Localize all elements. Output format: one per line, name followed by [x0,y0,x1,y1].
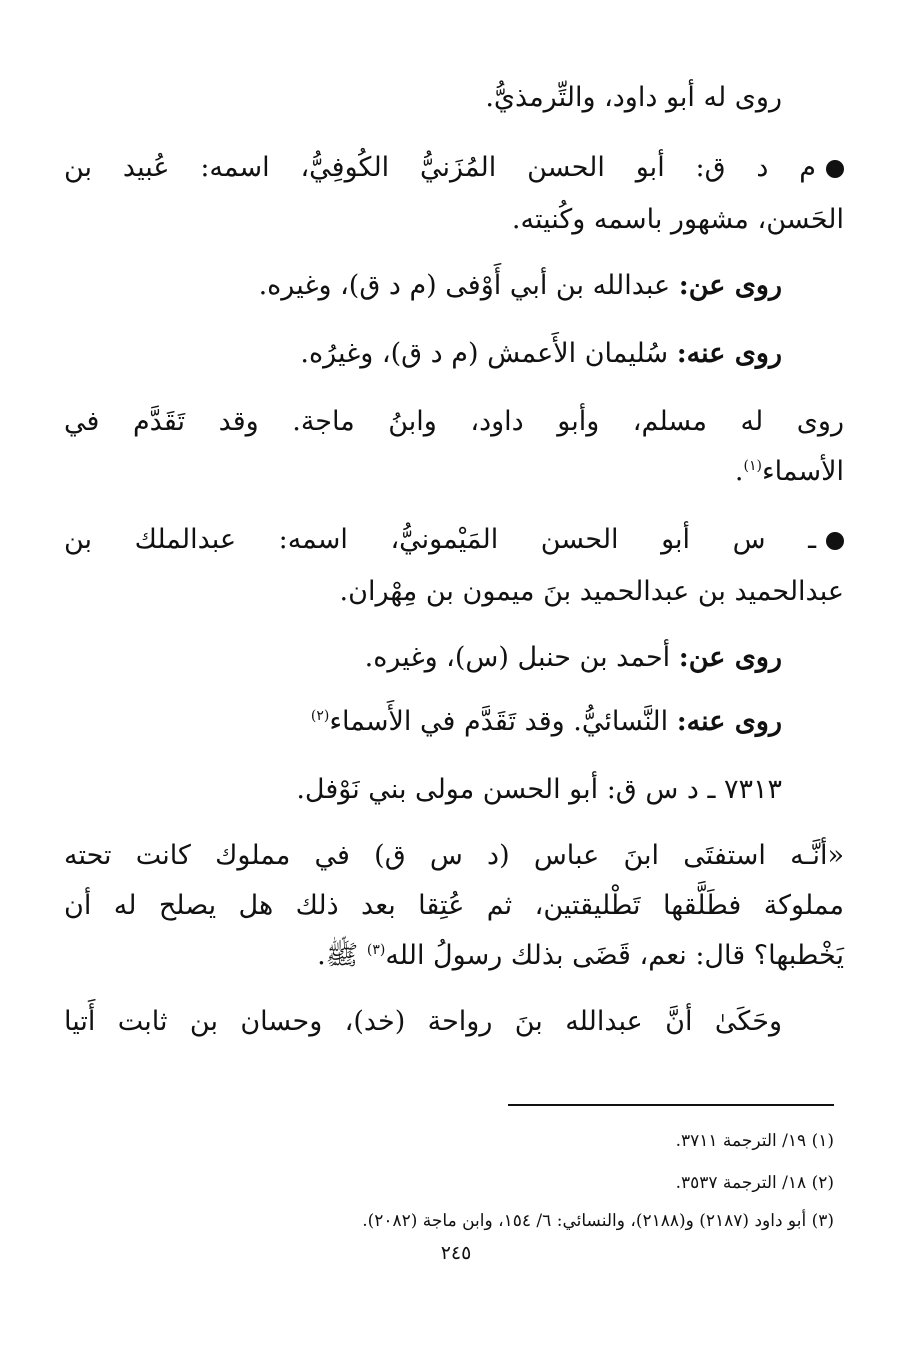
bullet-icon [826,160,844,178]
footnote-marker: (٢) [310,708,330,724]
footnote-text: (٢) ١٨/ الترجمة ٣٥٣٧. [675,1173,834,1193]
footnote [80,1170,834,1196]
text-line [64,78,782,118]
text-line [64,200,844,240]
paragraph-text: سُليمان الأَعمش (م د ق)، وغيرُه. [300,338,669,369]
footnote [80,1208,834,1234]
narrated-from-line [64,638,782,678]
paragraph-text: وحَكَىٰ أنَّ عبدالله بنَ رواحة (خد)، وحسان بن ثابت أَتيا [64,1006,782,1037]
entry-heading-text: ـ س أبو الحسن المَيْمونيُّ، اسمه: عبدالملك بن [64,524,816,555]
paragraph-text: أحمد بن حنبل (س)، وغيره. [364,642,671,673]
text-line [64,836,844,876]
paragraph-text: النَّسائيُّ. وقد تَقَدَّم في الأَسماء [329,706,669,737]
paragraph-text: روى له أبو داود، والتِّرمذيُّ. [485,82,782,113]
narrated-from-label: روى عن: [678,270,782,301]
entry-heading-line [64,520,844,560]
text-line [64,572,844,612]
paragraph-text: الحَسن، مشهور باسمه وكُنيته. [511,204,844,235]
paragraph-text: يَخْطبها؟ قال: نعم، قَضَى بذلك رسولُ الله [385,940,844,971]
paragraph-text: مملوكة فطَلَّقها تَطْليقتين، ثم عُتِقا بعد ذلك هل يصلح له أن [64,890,844,921]
paragraph-text: عبدالحميد بن عبدالحميد بنَ ميمون بن مِهْران. [339,576,844,607]
narrated-from-line [64,266,782,306]
footnote-marker: (١) [743,458,762,474]
footnote [80,1128,834,1154]
footnote-separator [508,1104,834,1106]
footnote-text: (١) ١٩/ الترجمة ٣٧١١. [675,1131,834,1151]
narrated-by-line [64,334,782,374]
paragraph-text: «أنَّـه استفتَى ابنَ عباس (د س ق) في مملوك كانت تحته [64,840,844,871]
bullet-icon [826,532,844,550]
paragraph-text: الأسماء [761,456,844,487]
entry-heading-line [64,770,782,810]
narrated-from-label: روى عن: [678,642,782,673]
text-line [64,1002,782,1042]
page-number: ٢٤٥ [440,1242,472,1264]
entry-heading-text: ٧٣١٣ ـ د س ق: أبو الحسن مولى بني نَوْفل. [296,774,782,805]
entry-heading-text: م د ق: أبو الحسن المُزَنيُّ الكُوفِيُّ، اسمه: عُبيد بن [64,152,816,183]
text-line [64,402,844,442]
footnote-marker: (٣) [366,942,386,958]
narrated-by-label: روى عنه: [676,338,782,369]
text-line [64,886,844,926]
footnote-text: (٣) أبو داود (٢١٨٧) و(٢١٨٨)، والنسائي: ٦/ ١٥٤، وابن ماجة (٢٠٨٢). [362,1211,834,1231]
narrated-by-label: روى عنه: [676,706,782,737]
text-line: الأسماء$^{(١)}$. [734,456,844,487]
text-line [64,936,844,976]
narrated-by-line [64,702,782,742]
entry-heading-line [64,148,844,188]
paragraph-text: عبدالله بن أبي أَوْفى (م د ق)، وغيره. [258,270,671,301]
honorific-symbol: ﷺ. [317,940,359,971]
paragraph-text: روى له مسلم، وأبو داود، وابنُ ماجة. وقد تَقَدَّم في [64,406,844,437]
